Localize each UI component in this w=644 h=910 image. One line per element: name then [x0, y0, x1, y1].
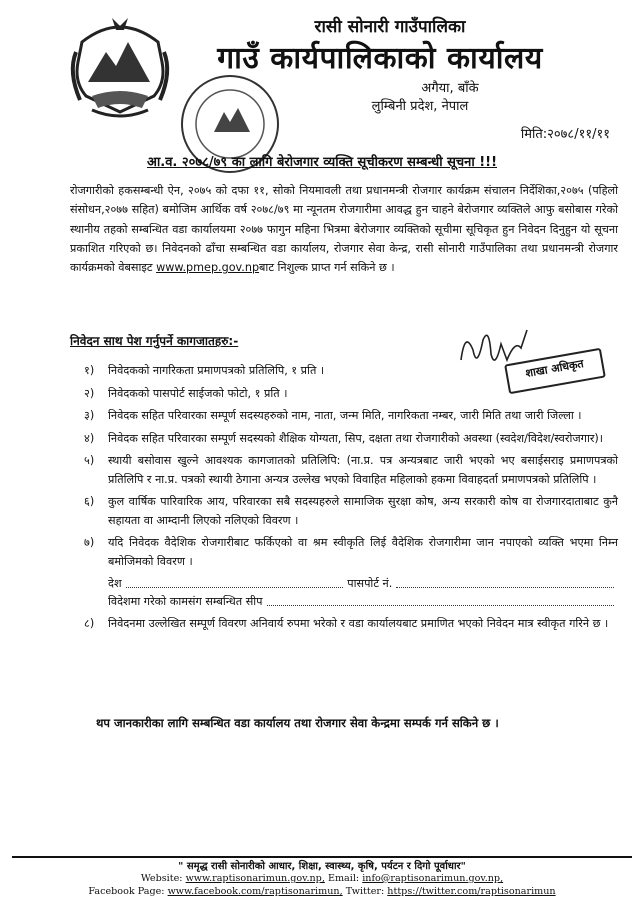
facebook-link[interactable]: www.facebook.com/raptisonarimun,	[167, 886, 343, 897]
country-passport-line: देश पासपोर्ट नं.	[84, 575, 618, 593]
documents-heading: निवेदन साथ पेश गर्नुपर्ने कागजातहरु:-	[70, 334, 239, 348]
officer-stamp: शाखा अधिकृत	[504, 348, 606, 395]
address-line-2: लुम्बिनी प्रदेश, नेपाल	[371, 99, 469, 114]
pmep-link[interactable]: www.pmep.gov.np	[156, 261, 260, 275]
closing-note: थप जानकारीका लागि सम्बन्धित वडा कार्यालय तथा रोजगार सेवा केन्द्रमा सम्पर्क गर्न सकिने छ ।	[96, 716, 499, 730]
website-link[interactable]: www.raptisonarimun.gov.np,	[185, 873, 325, 884]
email-link[interactable]: info@raptisonarimun.gov.np,	[362, 873, 504, 884]
list-item: २) निवेदकको पासपोर्ट साईजको फोटो, १ प्रति ।	[84, 386, 288, 400]
body-paragraph: रोजगारीको हकसम्बन्धी ऐन, २०७५ को दफा ११, सोको नियमावली तथा प्रधानमन्त्री रोजगार कार्यक्रम संचालन निर्देशिका,२०७५ (पहिलो संसोधन,२०७७ सहित) बमोजिम आर्थिक वर्ष २०७८/७९ मा न्यूनतम रोजगारीमा आवद्ध हुन चाहने बेरोजगार व्यक्तिले आफु बसोबास गरेको स्थानीय तहको सम्बन्धित वडा कार्यालयमा २०७७ फागुन महिना भित्रमा बेरोजगार व्यक्तिको सूचीमा सूचिकृत हुन निवेदन दिनुहुन यो सूचना प्रकाशित गरिएको छ। निवेदनको ढाँचा सम्बन्धित वडा कार्यालय, रोजगार सेवा केन्द्र, रासी सोनारी गाउँपालिका तथा प्रधानमन्त्री रोजगार कार्यक्रमको वेबसाइट www.pmep.gov.npबाट निशुल्क प्राप्त गर्न सकिने छ ।	[70, 184, 618, 275]
list-item: १) निवेदकको नागरिकता प्रमाणपत्रको प्रतिलिपि, १ प्रति ।	[84, 364, 325, 377]
municipality-name: रासी सोनारी गाउँपालिका	[314, 17, 466, 37]
nepal-emblem-icon	[62, 12, 178, 124]
list-item: ८) निवेदनमा उल्लेखित सम्पूर्ण विवरण अनिवार्य रुपमा भरेको र वडा कार्यालयबाट प्रमाणित भएको निवेदन मात्र स्वीकृत गरिने छ ।	[84, 617, 609, 630]
skill-line: विदेशमा गरेको कामसंग सम्बन्धित सीप	[84, 593, 618, 611]
list-item: ६) कुल वार्षिक पारिवारिक आय, परिवारका सबै सदस्यहरुले सामाजिक सुरक्षा कोष, अन्य सरकारी कोष वा रोजगारदाताबाट कुनै सहायता वा आम्दानी लिएको नलिएको विवरण ।	[84, 495, 618, 527]
twitter-link[interactable]: https://twitter.com/raptisonarimun	[387, 886, 556, 897]
list-item: ४) निवेदक सहित परिवारका सम्पूर्ण सदस्यको शैक्षिक योग्यता, सिप, दक्षता तथा रोजगारीको अवस्था (स्वदेश/विदेश/स्वरोजगार)।	[84, 431, 604, 445]
list-item: ३) निवेदक सहित परिवारका सम्पूर्ण सदस्यहरुको नाम, नाता, जन्म मिति, नागरिकता नम्बर, जारी मिति तथा जारी जिल्ला ।	[84, 409, 582, 422]
footer-contact: Website: www.raptisonarimun.gov.np, Email: info@raptisonarimun.gov.np,	[140, 873, 504, 884]
list-item: ७) यदि निवेदक वैदेशिक रोजगारीबाट फर्किएको वा श्रम स्वीकृति लिई वैदेशिक रोजगारीमा जान नपाएको व्यक्ति भएमा निम्न बमोजिमको विवरण ।	[84, 536, 618, 568]
notice-subject: आ.व. २०७८/७९ का लागि बेरोजगार व्यक्ति सूचीकरण सम्बन्धी सूचना !!!	[146, 155, 498, 170]
documents-list	[84, 362, 618, 638]
footer-motto: " समृद्ध रासी सोनारीको आधार, शिक्षा, स्वास्थ्य, कृषि, पर्यटन र दिगो पूर्वाधार"	[178, 861, 466, 872]
footer-social: Facebook Page: www.facebook.com/raptisonarimun, Twitter: https://twitter.com/raptisonarimun	[88, 886, 556, 897]
office-title: गाउँ कार्यपालिकाको कार्यालय	[217, 41, 543, 76]
notice-date: मिति:२०७८/११/११	[520, 127, 610, 142]
address-line-1: अगैया, बाँके	[421, 81, 479, 96]
list-item: ५) स्थायी बसोवास खुल्ने आवश्यक कागजातको प्रतिलिपि: (ना.प्र. पत्र अन्यत्रबाट जारी भएको भए बसाईसराइ प्रमाणपत्रको प्रतिलिपि र ना.प्र. पत्रको स्थायी ठेगाना अन्यत्र उल्लेख भएको विवाहित महिलाको हकमा विवाहदर्ता प्रमाणपत्रको प्रतिलिपि ।	[84, 454, 618, 486]
